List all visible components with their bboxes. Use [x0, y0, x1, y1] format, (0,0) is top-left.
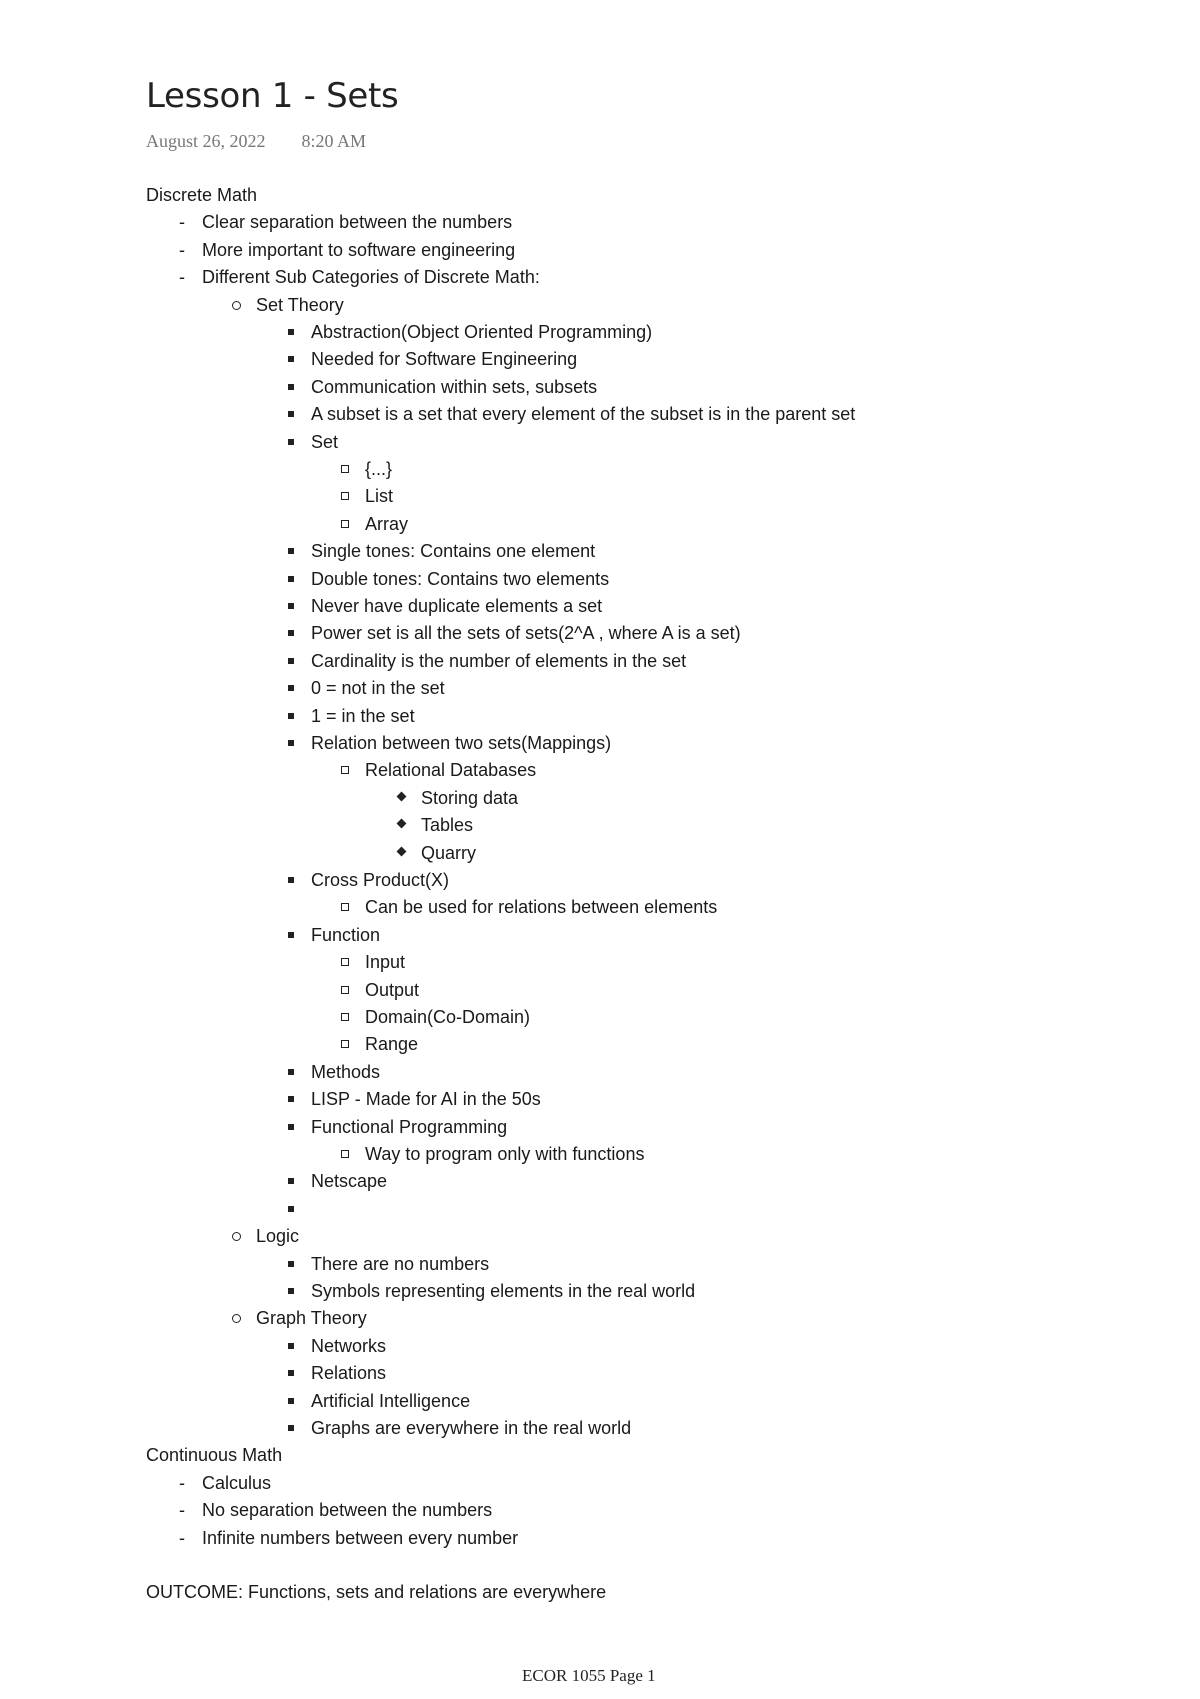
outline-item-text: Set Theory [256, 294, 344, 315]
outline-item-text: Power set is all the sets of sets(2^A , where A is a set) [311, 623, 741, 644]
outline-item-text: LISP - Made for AI in the 50s [311, 1089, 541, 1110]
outline-item-text: Storing data [421, 787, 519, 808]
outline-item-text: Single tones: Contains one element [311, 541, 596, 562]
outline-item-text: Calculus [202, 1472, 272, 1493]
outline-item-text: Relational Databases [365, 760, 537, 781]
outline-item-text: Communication within sets, subsets [311, 376, 598, 397]
outline-item-text: Domain(Co-Domain) [365, 1007, 531, 1027]
page-title: Lesson 1 - Sets [146, 76, 399, 116]
outline-item-text: Range [365, 1034, 419, 1055]
outline-item-text: Infinite numbers between every number [202, 1527, 519, 1548]
outline-item-text: Cross Product(X) [311, 870, 450, 890]
outline-item-text: Symbols representing elements in the real world [311, 1281, 696, 1301]
dash-bullet-icon [175, 210, 189, 234]
outline-item-text: Relation between two sets(Mappings) [311, 733, 612, 753]
outline-item-text: Can be used for relations between elements [365, 897, 718, 918]
outline-item-text: Set [311, 431, 339, 452]
outline-item-text: Netscape [311, 1171, 388, 1192]
outline-item-text: There are no numbers [311, 1253, 490, 1274]
outline-item-text: Never have duplicate elements a set [311, 596, 603, 616]
dash-bullet-icon [175, 1471, 189, 1495]
outline-item-text: A subset is a set that every element of the subset is in the parent set [311, 404, 856, 425]
outline-item-text: Input [365, 952, 406, 973]
outline-item-text: Continuous Math [146, 1445, 283, 1466]
outline-item-text: OUTCOME: Functions, sets and relations are everywhere [146, 1582, 607, 1603]
outline-item-text: Artificial Intelligence [311, 1390, 471, 1411]
outline-item-text: Abstraction(Object Oriented Programming) [311, 322, 653, 342]
outline-item-text: Needed for Software Engineering [311, 349, 578, 370]
outline-item-text: Array [365, 513, 409, 534]
page-footer: ECOR 1055 Page 1 [522, 1666, 656, 1685]
outline-item-text: Networks [311, 1335, 387, 1356]
outline-item-text: 1 = in the set [311, 705, 415, 726]
outline-item-text: Relations [311, 1363, 387, 1384]
page-meta [146, 131, 366, 152]
outline-item-text: Way to program only with functions [365, 1144, 645, 1164]
outline-item-text: Double tones: Contains two elements [311, 568, 610, 589]
outline-item-text: Methods [311, 1061, 381, 1082]
page-date: August 26, 2022 [146, 131, 266, 151]
outline-item-text: {...} [365, 459, 393, 479]
outline-item-text: Different Sub Categories of Discrete Math: [202, 267, 540, 288]
outline-item-text: Discrete Math [146, 185, 258, 205]
outline-item-text: Quarry [421, 842, 477, 863]
outline-item-text: No separation between the numbers [202, 1500, 493, 1521]
outline-item-text: Logic [256, 1226, 300, 1247]
dash-bullet-icon [175, 1526, 189, 1550]
outline-item-text: Clear separation between the numbers [202, 212, 513, 233]
page-time: 8:20 AM [301, 131, 367, 151]
outline-item-text: Cardinality is the number of elements in the set [311, 650, 687, 671]
outline-item-text: Output [365, 979, 420, 1000]
outline-item-text: List [365, 486, 394, 507]
dash-bullet-icon [175, 265, 189, 289]
outline-item-text: Graph Theory [256, 1308, 367, 1329]
dash-bullet-icon [175, 238, 189, 262]
outline-item-text: More important to software engineering [202, 239, 516, 260]
outline-item-text: Graphs are everywhere in the real world [311, 1418, 632, 1438]
outline-item-text: Function [311, 924, 381, 945]
outline-item-text: 0 = not in the set [311, 678, 445, 699]
dash-bullet-icon [175, 1498, 189, 1522]
outline-item-text: Functional Programming [311, 1116, 508, 1137]
outline-item-text: Tables [421, 815, 474, 836]
